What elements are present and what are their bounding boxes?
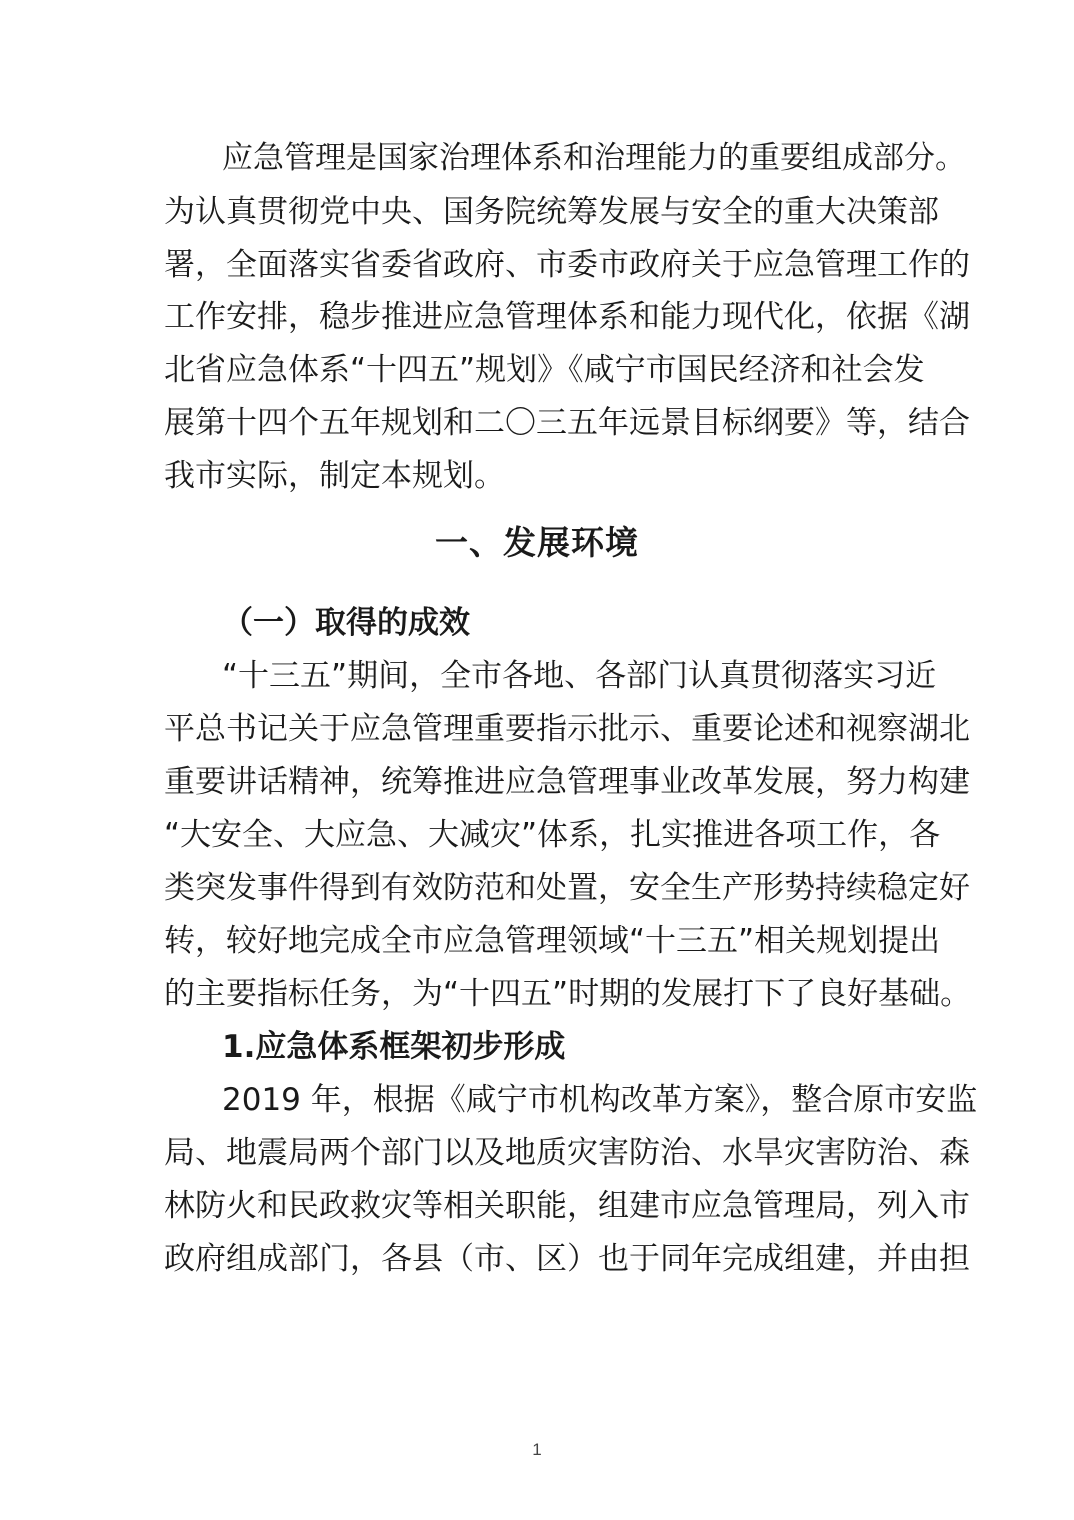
- item1-line-1: 2019 年，根据《咸宁市机构改革方案》，整合原市安监: [222, 1082, 978, 1118]
- item1-line-4: 政府组成部门，各县（市、区）也于同年完成组建，并由担: [164, 1241, 970, 1277]
- achievements-line-5: 类突发事件得到有效防范和处置，安全生产形势持续稳定好: [164, 870, 970, 906]
- achievements-line-3: 重要讲话精神，统筹推进应急管理事业改革发展，努力构建: [164, 764, 970, 800]
- achievements-line-7: 的主要指标任务，为“十四五”时期的发展打下了良好基础。: [164, 976, 972, 1012]
- achievements-line-4: “大安全、大应急、大减灾”体系，扎实推进各项工作，各: [164, 817, 941, 853]
- intro-line-2: 为认真贯彻党中央、国务院统筹发展与安全的重大决策部: [164, 194, 939, 230]
- achievements-line-6: 转，较好地完成全市应急管理领域“十三五”相关规划提出: [164, 923, 941, 959]
- item1-line-3: 林防火和民政救灾等相关职能，组建市应急管理局，列入市: [164, 1188, 970, 1224]
- intro-line-5: 北省应急体系“十四五”规划》《咸宁市国民经济和社会发: [164, 352, 925, 388]
- item1-line-2: 局、地震局两个部门以及地质灾害防治、水旱灾害防治、森: [164, 1135, 970, 1171]
- page-number: 1: [532, 1440, 542, 1459]
- intro-line-3: 署，全面落实省委省政府、市委市政府关于应急管理工作的: [164, 247, 970, 283]
- achievements-line-2: 平总书记关于应急管理重要指示批示、重要论述和视察湖北: [164, 711, 970, 747]
- achievements-line-1: “十三五”期间，全市各地、各部门认真贯彻落实习近: [222, 658, 937, 694]
- intro-line-1: 应急管理是国家治理体系和治理能力的重要组成部分。: [222, 140, 966, 176]
- section-title: 一、发展环境: [435, 523, 639, 562]
- intro-line-4: 工作安排，稳步推进应急管理体系和能力现代化，依据《湖: [164, 299, 970, 335]
- intro-line-6: 展第十四个五年规划和二〇三五年远景目标纲要》等，结合: [164, 405, 970, 441]
- subsection-title: （一）取得的成效: [222, 605, 470, 641]
- item-title: 1.应急体系框架初步形成: [222, 1029, 566, 1065]
- intro-line-7: 我市实际，制定本规划。: [164, 458, 505, 494]
